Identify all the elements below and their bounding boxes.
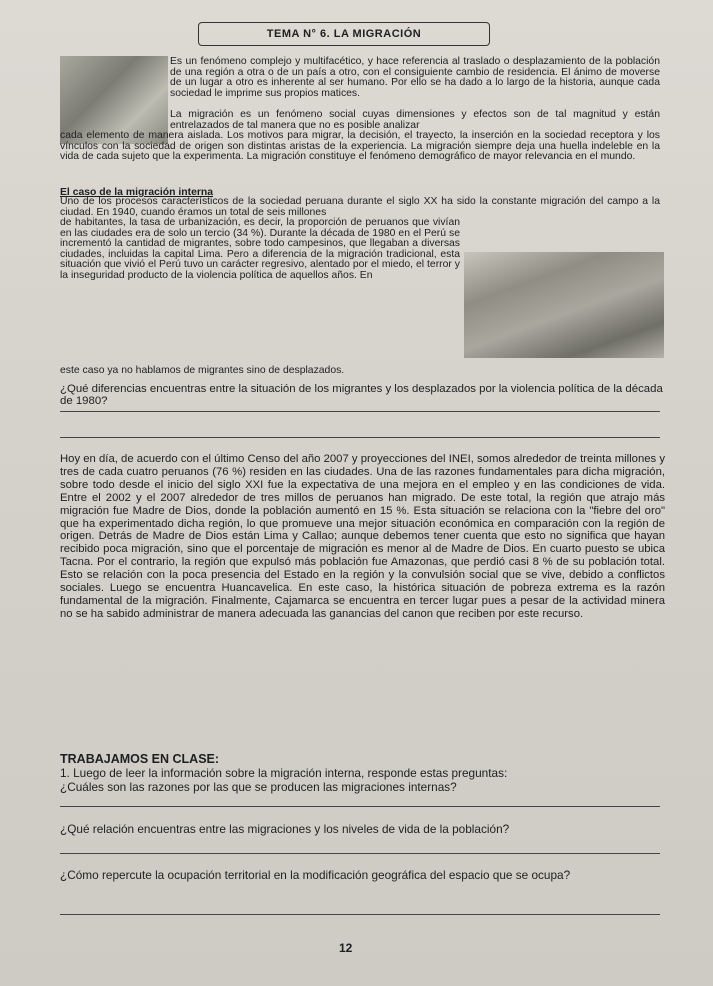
work-heading: TRABAJAMOS EN CLASE: (60, 752, 220, 766)
page-title: TEMA N° 6. LA MIGRACIÓN (198, 22, 490, 46)
answer-line-5[interactable] (60, 914, 660, 915)
work-question-3: ¿Cómo repercute la ocupación territorial en la modificación geográfica del espacio que se ocupa? (60, 868, 571, 882)
case-paragraph-3: este caso ya no hablamos de migrantes sino de desplazados. (60, 365, 345, 376)
intro-paragraph-3: cada elemento de manera aislada. Los motivos para migrar, la decisión, el trayecto, la inserción en la sociedad receptora y los vínculos con la sociedad de origen son distintas aristas de la experiencia. La migración siempre deja una huella indeleble en la vida de cada sujeto que la experimenta. La migración constituye el fenómeno demográfico de mayor relevancia en el mundo. (60, 130, 660, 163)
case-paragraph-1: Uno de los procesos característicos de la sociedad peruana durante el siglo XX ha sido la constante migración del campo a la ciudad. En 1940, cuando éramos un total de seis millones (60, 196, 660, 218)
answer-line-2[interactable] (60, 437, 660, 438)
answer-line-4[interactable] (60, 853, 660, 854)
intro-paragraph-2: La migración es un fenómeno social cuyas dimensiones y efectos son de tal magnitud y están entrelazados de tal manera que no es posible analizar (170, 109, 660, 131)
work-question-1: ¿Cuáles son las razones por las que se producen las migraciones internas? (60, 780, 457, 794)
work-instruction: 1. Luego de leer la información sobre la migración interna, responde estas preguntas: (60, 766, 508, 780)
work-question-2: ¿Qué relación encuentras entre las migraciones y los niveles de vida de la población? (60, 822, 510, 836)
case-question: ¿Qué diferencias encuentras entre la situación de los migrantes y los desplazados por la violencia política de la década de 1980? (60, 383, 663, 407)
answer-line-1[interactable] (60, 411, 660, 412)
answer-line-3[interactable] (60, 806, 660, 807)
intro-paragraph-1: Es un fenómeno complejo y multifacético, y hace referencia al traslado o desplazamiento de la población de una región a otra o de un país a otro, con el consiguiente cambio de residencia. El ánimo de moverse de un lugar a otro es inherente al ser humano. Por ello se ha dado a lo largo de la historia, aunque cada sociedad le imprime sus propios matices. (170, 56, 660, 99)
migration-photo-right (464, 252, 664, 358)
case-heading: El caso de la migración interna (60, 187, 214, 198)
page-number: 12 (339, 941, 353, 955)
case-paragraph-2: de habitantes, la tasa de urbanización, es decir, la proporción de peruanos que vivían en las ciudades era de solo un tercio (34 %). Durante la década de 1980 en el Perú se incrementó la cantidad de migrantes, sobre todo campesinos, que llegaban a diversas ciudades, incluidas la capital Lima. Pero a diferencia de la migración tradicional, esta situación que vivió el Perú tuvo un carácter regresivo, alentado por el miedo, el terror y la inseguridad producto de la violencia política de aquellos años. En (60, 217, 460, 281)
census-paragraph: Hoy en día, de acuerdo con el último Censo del año 2007 y proyecciones del INEI, somos alrededor de treinta millones y tres de cada cuatro peruanos (76 %) residen en las ciudades. Una de las razones fundamentales para dicha migración, sobre todo desde el inicio del siglo XXI fue la expectativa de una mejora en el empleo y en las condiciones de vida. Entre el 2002 y el 2007 alrededor de tres millos de peruanos han migrado. De este total, la región que atrajo más migración fue Madre de Dios, donde la población aumentó en 15 %. Esta situación se relaciona con la "fiebre del oro" que ha experimentado dicha región, lo que promueve una mejor situación económica en comparación con la región de origen. Detrás de Madre de Dios están Lima y Callao; aunque debemos tener cuenta que esto no significa que hayan recibido poca migración, sino que el porcentaje de migración es menor al de Madre de Dios. En cuarto puesto se ubica Tacna. Por el contrario, la región que expulsó más población fue Amazonas, que perdió casi 8 % de su población total. Esto se relación con la poca presencia del Estado en la región y la convulsión social que se vive, debido a conflictos sociales. Luego se encuentra Huancavelica. En este caso, la histórica situación de pobreza extrema es la razón fundamental de la migración. Finalmente, Cajamarca se encuentra en tercer lugar pues a pesar de la actividad minera no se ha sabido administrar de manera adecuada las ganancias del canon que reciben por este recurso. (60, 453, 665, 620)
